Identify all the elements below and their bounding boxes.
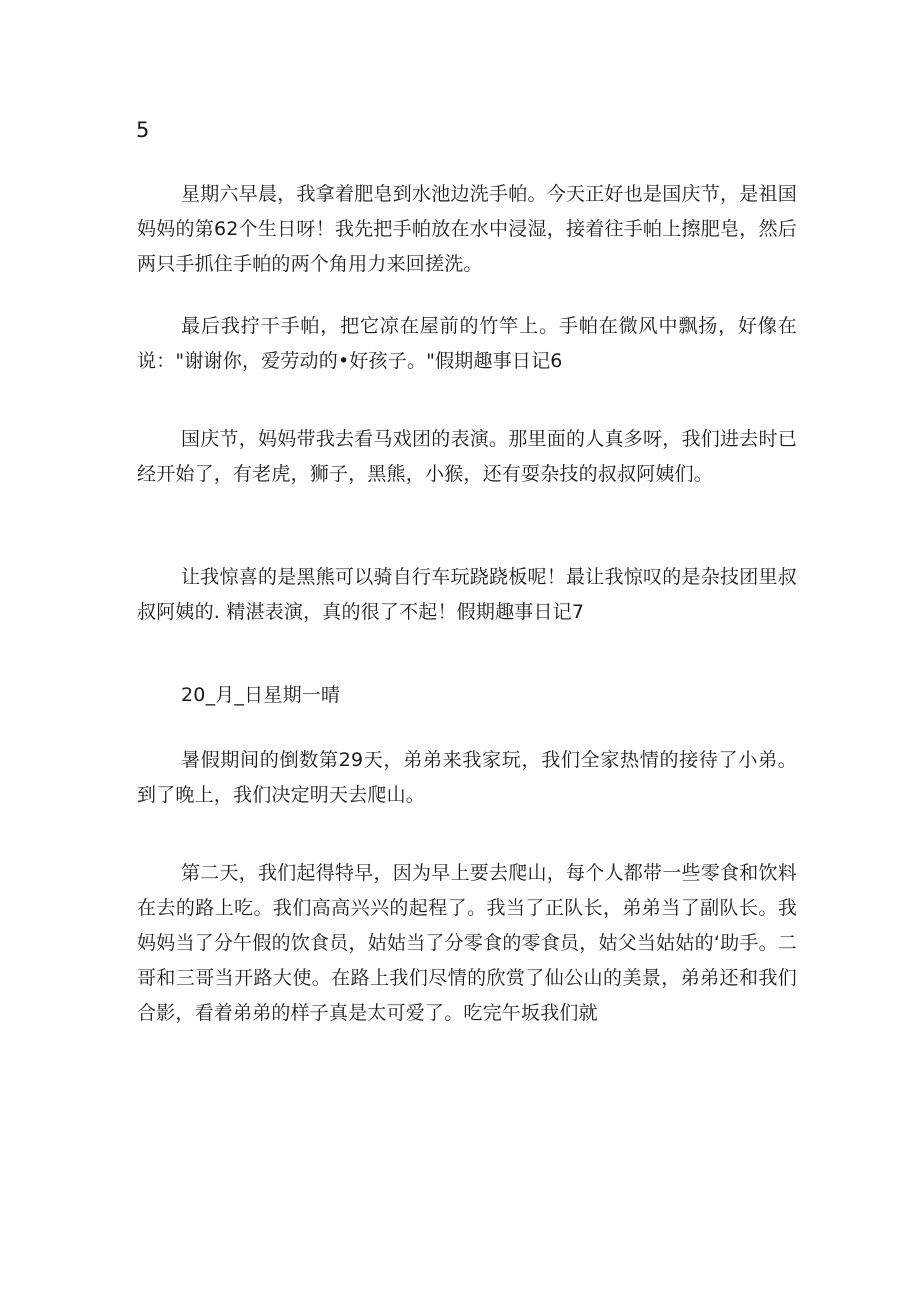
paragraph-washing-handkerchief: 星期六早晨，我拿着肥皂到水池边洗手帕。今天正好也是国庆节，是祖国妈妈的第62个生日呀！我先把手帕放在水中浸湿，接着往手帕上擦肥皂，然后两只手抓住手帕的两个角用力来回搓洗。 (137, 183, 797, 275)
paragraph-circus: 国庆节，妈妈带我去看马戏团的表演。那里面的人真多呀，我们进去时已经开始了，有老虎，狮子，黑熊，小猴，还有耍杂技的叔叔阿姨们。 (137, 428, 797, 485)
section-number: 5 (136, 118, 150, 142)
paragraph-circus-surprise: 让我惊喜的是黑熊可以骑自行车玩跷跷板呢！最让我惊叹的是杂技团里叔叔阿姨的. 精湛表演，真的很了不起！假期趣事日记7 (137, 566, 797, 623)
paragraph-drying-handkerchief: 最后我拧干手帕，把它凉在屋前的竹竿上。手帕在微风中飘扬，好像在说："谢谢你，爱劳动的•好孩子。"假期趣事日记6 (137, 315, 797, 372)
diary-date-line: 20_月_日星期一晴 (181, 684, 341, 706)
paragraph-mountain-climb: 第二天，我们起得特早，因为早上要去爬山，每个人都带一些零食和饮料在去的路上吃。我们高高兴兴的起程了。我当了正队长，弟弟当了副队长。我妈妈当了分午假的饮食员，姑姑当了分零食的零食员，姑父当姑姑的‘助手。二哥和三哥当开路大使。在路上我们尽情的欣赏了仙公山的美景，弟弟还和我们合影，看着弟弟的样子真是太可爱了。吃完午坂我们就 (137, 862, 797, 1024)
paragraph-brother-visit: 暑假期间的倒数第29天，弟弟来我家玩，我们全家热情的接待了小弟。到了晚上，我们决定明天去爬山。 (137, 749, 797, 806)
